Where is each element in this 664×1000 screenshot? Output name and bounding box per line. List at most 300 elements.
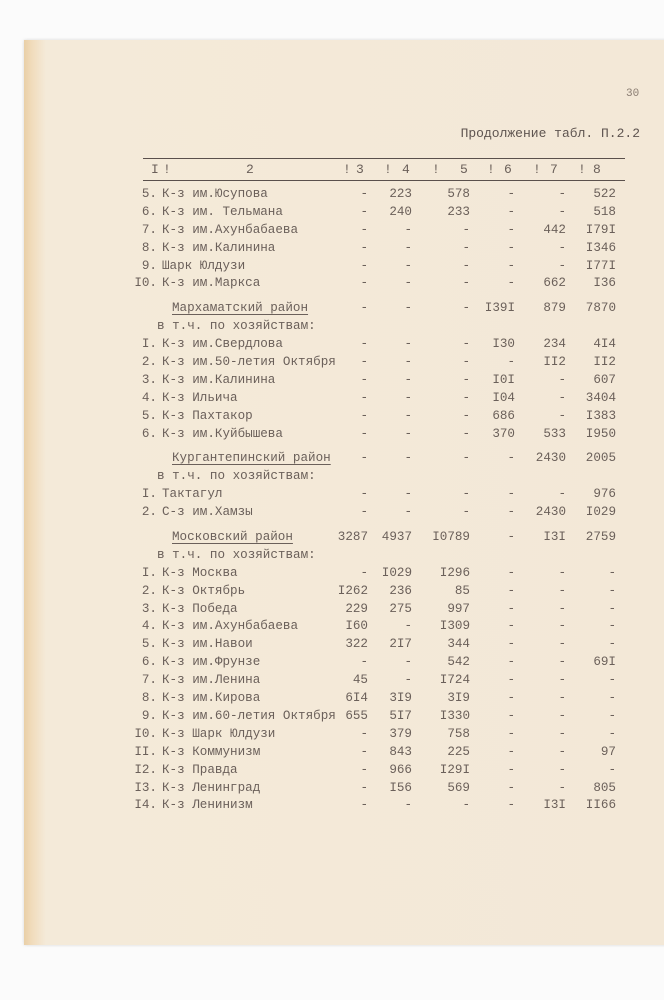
table-row: [0, 372, 664, 390]
district-row: [0, 529, 664, 547]
cell-col-4: -: [404, 655, 412, 670]
header-col-1: I: [151, 162, 159, 177]
cell-col-4: 3I9: [389, 691, 412, 706]
cell-col-7: -: [558, 619, 566, 634]
row-label: К-з им.Юсупова: [162, 187, 268, 201]
cell-col-5: 758: [447, 726, 470, 741]
cell-col-5: -: [462, 505, 470, 520]
cell-col-5: 3I9: [447, 691, 470, 706]
table-row: [0, 565, 664, 583]
column-separator: !: [384, 162, 392, 177]
cell-col-3: -: [360, 240, 368, 255]
cell-col-5: I0789: [432, 530, 470, 545]
header-col-8: 8: [593, 162, 601, 177]
cell-col-7: -: [558, 744, 566, 759]
row-label: Тактагул: [162, 487, 223, 502]
cell-col-3: 45: [352, 673, 368, 688]
subheading-row: [0, 547, 664, 565]
row-number: 4.: [141, 619, 157, 634]
row-label: К-з им.Фрунзе: [162, 655, 261, 670]
row-label: К-з Москва: [162, 565, 238, 580]
row-number: 8.: [141, 691, 157, 706]
row-number: 2.: [141, 355, 157, 370]
cell-col-4: 240: [389, 204, 412, 219]
cell-col-4: 236: [389, 583, 412, 598]
cell-col-3: I60: [345, 619, 368, 634]
cell-col-8: -: [608, 708, 616, 723]
cell-col-8: 3404: [585, 390, 616, 405]
cell-col-3: -: [360, 426, 368, 441]
cell-col-3: -: [360, 408, 368, 423]
cell-col-3: -: [360, 726, 368, 741]
row-label: К-з им.60-летия Октября: [162, 708, 336, 723]
cell-col-8: -: [608, 673, 616, 688]
row-number: 5.: [141, 637, 157, 652]
cell-col-5: I724: [439, 673, 470, 688]
row-label: К-з им.Ахунбабаева: [162, 619, 299, 634]
cell-col-8: 522: [593, 187, 616, 201]
cell-col-6: I04: [492, 390, 515, 405]
row-label: К-з Шарк Юлдузи: [162, 726, 276, 741]
cell-col-8: I950: [585, 426, 616, 441]
cell-col-7: -: [558, 637, 566, 652]
cell-col-8: I36: [593, 276, 616, 291]
cell-col-5: -: [462, 426, 470, 441]
row-number: 5.: [141, 408, 157, 423]
cell-col-3: -: [360, 451, 368, 466]
cell-col-7: -: [558, 240, 566, 255]
header-col-5: 5: [460, 162, 468, 177]
cell-col-7: II2: [543, 355, 566, 370]
table-row: [0, 354, 664, 372]
cell-col-8: I029: [585, 505, 616, 520]
row-number: 6.: [141, 204, 157, 219]
row-label: К-з им.50-летия Октября: [162, 355, 336, 370]
row-label: С-з им.Хамзы: [162, 505, 253, 520]
cell-col-6: -: [507, 222, 515, 237]
cell-col-7: I3I: [543, 798, 566, 813]
row-number: 7.: [141, 222, 157, 237]
cell-col-7: -: [558, 655, 566, 670]
cell-col-6: -: [507, 583, 515, 598]
cell-col-8: 518: [593, 204, 616, 219]
cell-col-5: -: [462, 240, 470, 255]
cell-col-6: -: [507, 355, 515, 370]
table-row: [0, 222, 664, 240]
cell-col-6: -: [507, 744, 515, 759]
cell-col-6: 686: [492, 408, 515, 423]
cell-col-8: I383: [585, 408, 616, 423]
cell-col-8: I79I: [585, 222, 616, 237]
cell-col-5: 85: [454, 583, 470, 598]
cell-col-6: -: [507, 655, 515, 670]
cell-col-3: -: [360, 780, 368, 795]
cell-col-4: -: [404, 222, 412, 237]
cell-col-4: 966: [389, 762, 412, 777]
row-label: К-з им.Калинина: [162, 240, 276, 255]
cell-col-8: 97: [600, 744, 616, 759]
cell-col-8: II2: [593, 355, 616, 370]
row-label: К-з им.Кирова: [162, 691, 261, 706]
row-label: К-з Пахтакор: [162, 408, 253, 423]
cell-col-7: -: [558, 762, 566, 777]
cell-col-3: -: [360, 655, 368, 670]
cell-col-8: -: [608, 565, 616, 580]
cell-col-6: I30: [492, 337, 515, 352]
cell-col-5: I309: [439, 619, 470, 634]
cell-col-3: 229: [345, 601, 368, 616]
table-top-rule: [143, 158, 625, 159]
cell-col-6: -: [507, 204, 515, 219]
cell-col-8: -: [608, 637, 616, 652]
subheading-row: [0, 468, 664, 486]
row-label: К-з им.Навои: [162, 637, 253, 652]
row-label: К-з Ильича: [162, 390, 238, 405]
cell-col-8: -: [608, 691, 616, 706]
cell-col-4: -: [404, 619, 412, 634]
row-label: К-з им.Ахунбабаева: [162, 222, 299, 237]
table-row: [0, 258, 664, 276]
cell-col-7: -: [558, 601, 566, 616]
cell-col-6: -: [507, 673, 515, 688]
cell-col-3: -: [360, 258, 368, 273]
row-number: 6.: [141, 655, 157, 670]
header-col-7: 7: [550, 162, 558, 177]
cell-col-7: -: [558, 258, 566, 273]
cell-col-4: 5I7: [389, 708, 412, 723]
cell-col-6: -: [507, 565, 515, 580]
row-label: К-з Коммунизм: [162, 744, 261, 759]
table-row: [0, 636, 664, 654]
header-bottom-rule: [143, 180, 625, 181]
cell-col-4: -: [404, 798, 412, 813]
cell-col-4: 223: [389, 187, 412, 201]
row-number: 9.: [141, 708, 157, 723]
cell-col-5: -: [462, 487, 470, 502]
cell-col-5: -: [462, 222, 470, 237]
header-col-2: 2: [246, 162, 254, 177]
row-number: II.: [134, 744, 157, 759]
cell-col-6: -: [507, 451, 515, 466]
column-separator: !: [432, 162, 440, 177]
cell-col-5: -: [462, 337, 470, 352]
table-row: [0, 408, 664, 426]
cell-col-4: -: [404, 673, 412, 688]
cell-col-5: -: [462, 798, 470, 813]
cell-col-5: -: [462, 355, 470, 370]
cell-col-5: 578: [447, 187, 470, 201]
cell-col-7: 442: [543, 222, 566, 237]
cell-col-8: 976: [593, 487, 616, 502]
cell-col-3: -: [360, 390, 368, 405]
table-row: [0, 708, 664, 726]
table-body: [0, 186, 664, 815]
cell-col-7: -: [558, 565, 566, 580]
cell-col-8: 805: [593, 780, 616, 795]
row-number: I.: [141, 487, 157, 502]
cell-col-4: 275: [389, 601, 412, 616]
table-row: [0, 726, 664, 744]
cell-col-3: -: [360, 487, 368, 502]
row-label: К-з Правда: [162, 762, 238, 777]
cell-col-8: -: [608, 583, 616, 598]
cell-col-4: -: [404, 487, 412, 502]
cell-col-4: -: [404, 390, 412, 405]
cell-col-5: -: [462, 301, 470, 316]
row-label: К-з им.Куйбышева: [162, 426, 283, 441]
cell-col-7: 533: [543, 426, 566, 441]
column-separator: !: [343, 162, 351, 177]
cell-col-7: -: [558, 708, 566, 723]
row-number: 8.: [141, 240, 157, 255]
cell-col-7: -: [558, 487, 566, 502]
cell-col-5: I296: [439, 565, 470, 580]
row-number: 7.: [141, 673, 157, 688]
district-name: Мархаматский район: [172, 301, 309, 316]
cell-col-3: -: [360, 187, 368, 201]
column-separator: !: [487, 162, 495, 177]
table-row: [0, 240, 664, 258]
header-col-4: 4: [402, 162, 410, 177]
district-row: [0, 300, 664, 318]
cell-col-6: -: [507, 691, 515, 706]
row-label: в т.ч. по хозяйствам:: [157, 469, 316, 484]
table-row: [0, 618, 664, 636]
table-row: [0, 762, 664, 780]
cell-col-6: -: [507, 762, 515, 777]
cell-col-5: I29I: [439, 762, 470, 777]
row-label: в т.ч. по хозяйствам:: [157, 319, 316, 334]
cell-col-6: -: [507, 780, 515, 795]
cell-col-4: -: [404, 372, 412, 387]
cell-col-8: 2759: [585, 530, 616, 545]
cell-col-7: -: [558, 726, 566, 741]
cell-col-6: -: [507, 276, 515, 291]
cell-col-5: 344: [447, 637, 470, 652]
cell-col-7: -: [558, 691, 566, 706]
cell-col-7: -: [558, 187, 566, 201]
cell-col-5: 225: [447, 744, 470, 759]
cell-col-3: -: [360, 505, 368, 520]
cell-col-6: -: [507, 240, 515, 255]
cell-col-6: -: [507, 708, 515, 723]
header-col-3: 3: [356, 162, 364, 177]
cell-col-5: -: [462, 390, 470, 405]
row-number: 3.: [141, 372, 157, 387]
cell-col-4: 4937: [381, 530, 412, 545]
cell-col-5: -: [462, 372, 470, 387]
row-label: К-з им.Ленина: [162, 673, 261, 688]
row-label: К-з Ленинград: [162, 780, 261, 795]
district-name: Московский район: [172, 530, 293, 545]
row-number: I.: [141, 565, 157, 580]
cell-col-4: -: [404, 451, 412, 466]
cell-col-7: -: [558, 372, 566, 387]
cell-col-4: -: [404, 240, 412, 255]
row-number: I0.: [134, 726, 157, 741]
cell-col-7: -: [558, 204, 566, 219]
cell-col-6: -: [507, 601, 515, 616]
row-number: 9.: [141, 258, 157, 273]
cell-col-5: -: [462, 451, 470, 466]
cell-col-5: 569: [447, 780, 470, 795]
cell-col-7: -: [558, 780, 566, 795]
row-label: в т.ч. по хозяйствам:: [157, 547, 316, 562]
column-separator: !: [533, 162, 541, 177]
table-row: [0, 275, 664, 293]
row-label: К-з им. Тельмана: [162, 204, 283, 219]
row-number: 2.: [141, 505, 157, 520]
row-label: Шарк Юлдузи: [162, 258, 246, 273]
cell-col-3: -: [360, 301, 368, 316]
table-row: [0, 504, 664, 522]
row-number: I3.: [134, 780, 157, 795]
cell-col-6: 370: [492, 426, 515, 441]
table-row: [0, 486, 664, 504]
cell-col-4: 379: [389, 726, 412, 741]
row-number: 4.: [141, 390, 157, 405]
table-row: [0, 672, 664, 690]
row-label: К-з Октябрь: [162, 583, 246, 598]
cell-col-3: -: [360, 355, 368, 370]
row-number: 2.: [141, 583, 157, 598]
cell-col-5: 542: [447, 655, 470, 670]
cell-col-8: 607: [593, 372, 616, 387]
cell-col-4: -: [404, 426, 412, 441]
cell-col-8: -: [608, 601, 616, 616]
cell-col-8: -: [608, 619, 616, 634]
table-row: [0, 780, 664, 798]
cell-col-6: -: [507, 258, 515, 273]
cell-col-6: -: [507, 487, 515, 502]
cell-col-3: -: [360, 337, 368, 352]
row-number: I2.: [134, 762, 157, 777]
cell-col-4: -: [404, 301, 412, 316]
table-row: [0, 390, 664, 408]
table-row: [0, 601, 664, 619]
row-number: I0.: [134, 276, 157, 291]
cell-col-6: -: [507, 798, 515, 813]
cell-col-3: -: [360, 372, 368, 387]
cell-col-4: -: [404, 276, 412, 291]
cell-col-4: -: [404, 258, 412, 273]
page-number: 30: [626, 88, 640, 100]
cell-col-6: -: [507, 637, 515, 652]
table-row: [0, 204, 664, 222]
cell-col-3: 3287: [337, 530, 368, 545]
cell-col-7: -: [558, 583, 566, 598]
cell-col-8: I346: [585, 240, 616, 255]
cell-col-6: -: [507, 187, 515, 201]
cell-col-7: -: [558, 673, 566, 688]
cell-col-3: -: [360, 222, 368, 237]
cell-col-3: -: [360, 565, 368, 580]
cell-col-5: -: [462, 258, 470, 273]
cell-col-3: -: [360, 798, 368, 813]
cell-col-7: -: [558, 390, 566, 405]
table-row: [0, 690, 664, 708]
table-row: [0, 744, 664, 762]
row-label: К-з Победа: [162, 601, 238, 616]
cell-col-7: 662: [543, 276, 566, 291]
table-row: [0, 654, 664, 672]
cell-col-4: 843: [389, 744, 412, 759]
row-number: 6.: [141, 426, 157, 441]
cell-col-3: -: [360, 762, 368, 777]
cell-col-8: 2005: [585, 451, 616, 466]
cell-col-3: 322: [345, 637, 368, 652]
district-name: Кургантепинский район: [172, 451, 331, 466]
row-label: К-з им.Свердлова: [162, 337, 283, 352]
cell-col-4: -: [404, 355, 412, 370]
cell-col-5: -: [462, 408, 470, 423]
cell-col-4: I56: [389, 780, 412, 795]
table-row: [0, 797, 664, 815]
cell-col-4: -: [404, 337, 412, 352]
cell-col-4: -: [404, 505, 412, 520]
cell-col-6: -: [507, 505, 515, 520]
cell-col-8: -: [608, 726, 616, 741]
cell-col-7: 2430: [535, 505, 566, 520]
column-separator: !: [163, 162, 171, 177]
cell-col-6: -: [507, 530, 515, 545]
cell-col-3: -: [360, 744, 368, 759]
header-col-6: 6: [504, 162, 512, 177]
cell-col-7: 234: [543, 337, 566, 352]
cell-col-8: 69I: [593, 655, 616, 670]
column-separator: !: [578, 162, 586, 177]
table-caption: Продолжение табл. П.2.2: [460, 126, 640, 141]
table-row: [0, 336, 664, 354]
cell-col-5: 233: [447, 204, 470, 219]
cell-col-6: I0I: [492, 372, 515, 387]
cell-col-3: 6I4: [345, 691, 368, 706]
cell-col-6: -: [507, 726, 515, 741]
cell-col-4: -: [404, 408, 412, 423]
row-number: 5.: [141, 187, 157, 201]
cell-col-4: I029: [381, 565, 412, 580]
row-number: I4.: [134, 798, 157, 813]
cell-col-7: -: [558, 408, 566, 423]
cell-col-8: 4I4: [593, 337, 616, 352]
table-row: [0, 186, 664, 204]
cell-col-3: I262: [337, 583, 368, 598]
cell-col-7: I3I: [543, 530, 566, 545]
cell-col-4: 2I7: [389, 637, 412, 652]
cell-col-8: 7870: [585, 301, 616, 316]
cell-col-7: 879: [543, 301, 566, 316]
table-row: [0, 426, 664, 444]
row-number: I.: [141, 337, 157, 352]
cell-col-6: I39I: [484, 301, 515, 316]
cell-col-8: II66: [585, 798, 616, 813]
cell-col-3: 655: [345, 708, 368, 723]
cell-col-8: -: [608, 762, 616, 777]
cell-col-7: 2430: [535, 451, 566, 466]
subheading-row: [0, 318, 664, 336]
cell-col-6: -: [507, 619, 515, 634]
row-label: К-з им.Маркса: [162, 276, 261, 291]
cell-col-3: -: [360, 204, 368, 219]
cell-col-5: 997: [447, 601, 470, 616]
table-row: [0, 583, 664, 601]
cell-col-5: -: [462, 276, 470, 291]
cell-col-5: I330: [439, 708, 470, 723]
cell-col-3: -: [360, 276, 368, 291]
cell-col-8: I77I: [585, 258, 616, 273]
district-row: [0, 450, 664, 468]
row-label: К-з Ленинизм: [162, 798, 253, 813]
